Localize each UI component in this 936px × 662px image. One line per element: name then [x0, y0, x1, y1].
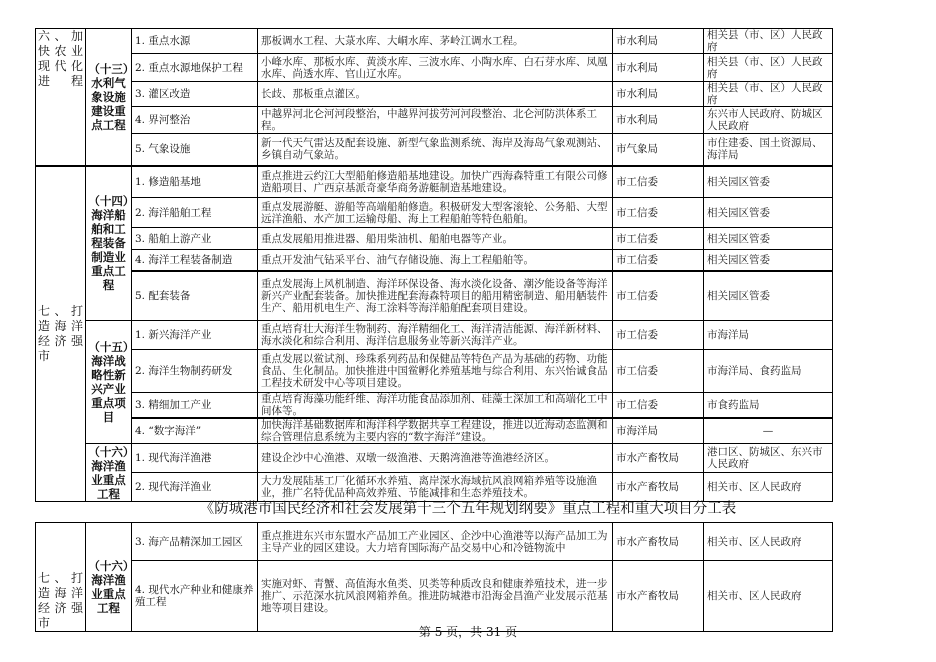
- item-content: 重点培育海藻功能纤维、海洋功能食品添加剂、硅藻土深加工和高端化工中间体等。: [258, 393, 613, 419]
- item-content: 重点开发油气钻采平台、油气存储设施、海上工程船舶等。: [258, 250, 613, 271]
- lead-department: 市水利局: [613, 54, 704, 82]
- assisting-department: —: [704, 418, 833, 444]
- table-row: [36, 166, 833, 198]
- table-row: [36, 228, 833, 250]
- lead-department: 市水利局: [613, 29, 704, 54]
- item-name: 1. 现代海洋渔港: [132, 444, 258, 473]
- assisting-department: 相关园区管委: [704, 166, 833, 198]
- lead-department: 市工信委: [613, 250, 704, 271]
- table-row: [36, 523, 833, 561]
- assisting-department: 相关县（市、区）人民政府: [704, 82, 833, 107]
- assisting-department: 市食药监局: [704, 393, 833, 419]
- item-name: 1. 重点水源: [132, 29, 258, 54]
- group-label: （十三）水利气象设施建设重点工程: [86, 29, 132, 166]
- lead-department: 市工信委: [613, 166, 704, 198]
- item-content: 重点推进东兴市东盟水产品加工产业园区、企沙中心渔港等以海产品加工为主导产业的园区建设。大力培育国际海产品交易中心和冷链物流中: [258, 523, 613, 561]
- lead-department: 市工信委: [613, 228, 704, 250]
- table-row: [36, 29, 833, 54]
- lead-department: 市水产畜牧局: [613, 561, 704, 632]
- item-content: 那板调水工程、大菉水库、大峒水库、茅岭江调水工程。: [258, 29, 613, 54]
- assisting-department: 相关市、区人民政府: [704, 523, 833, 561]
- table-row: [36, 350, 833, 393]
- assisting-department: 相关园区管委: [704, 228, 833, 250]
- assisting-department: 相关园区管委: [704, 198, 833, 228]
- item-content: 重点发展游艇、游船等高端船舶修造。积极研发大型客滚轮、公务船、大型远洋渔船、水产加工运输母船、海上工程船舶等特色船舶。: [258, 198, 613, 228]
- table-row: [36, 250, 833, 271]
- lead-department: 市工信委: [613, 350, 704, 393]
- table-row: [36, 271, 833, 321]
- lead-department: 市水利局: [613, 107, 704, 134]
- item-content: 实施对虾、青蟹、高值海水鱼类、贝类等种质改良和健康养殖技术，进一步推广、示范深水抗风浪网箱养鱼。推进防城港市沿海金昌渔产业发展示范基地等项目建设。: [258, 561, 613, 632]
- item-name: 5. 配套装备: [132, 271, 258, 321]
- table-row: [36, 418, 833, 444]
- assisting-department: 相关县（市、区）人民政府: [704, 29, 833, 54]
- group-label: （十五）海洋战略性新兴产业重点项目: [86, 321, 132, 444]
- table-row: [36, 134, 833, 166]
- item-content: 重点发展海上风机制造、海洋环保设备、海水淡化设备、潮汐能设备等海洋新兴产业配套装备。加快推进配套海森特项目的船用精密制造、船用舾装件生产、船用机电生产、海工涂料等海洋船舶配套项目建设。: [258, 271, 613, 321]
- lead-department: 市气象局: [613, 134, 704, 166]
- item-name: 4. 现代水产种业和健康养殖工程: [132, 561, 258, 632]
- assisting-department: 东兴市人民政府、防城区人民政府: [704, 107, 833, 134]
- item-name: 3. 精细加工产业: [132, 393, 258, 419]
- assisting-department: 市海洋局: [704, 321, 833, 350]
- table-row: [36, 393, 833, 419]
- page-footer: 第 5 页，共 31 页: [418, 625, 518, 639]
- assisting-department: 港口区、防城区、东兴市人民政府: [704, 444, 833, 473]
- lead-department: 市工信委: [613, 321, 704, 350]
- lead-department: 市水利局: [613, 82, 704, 107]
- item-content: 加快海洋基础数据库和海洋科学数据共享工程建设，推进以近海动态监测和综合管理信息系统为主要内容的“数字海洋”建设。: [258, 418, 613, 444]
- item-name: 2. 现代海洋渔业: [132, 473, 258, 502]
- item-name: 4. 界河整治: [132, 107, 258, 134]
- lead-department: 市工信委: [613, 198, 704, 228]
- assisting-department: 相关园区管委: [704, 271, 833, 321]
- lead-department: 市工信委: [613, 271, 704, 321]
- lead-department: 市海洋局: [613, 418, 704, 444]
- table-row: [36, 107, 833, 134]
- assisting-department: 相关县（市、区）人民政府: [704, 54, 833, 82]
- item-content: 重点推进云约江大型船舶修造船基地建设。加快广西海森特重工有限公司修造船项目、广西京基派奇豪华商务游艇制造基地建设。: [258, 166, 613, 198]
- item-name: 5. 气象设施: [132, 134, 258, 166]
- item-content: 大力发展陆基工厂化循环水养殖、离岸深水海域抗风浪网箱养殖等设施渔业，推广名特优品种高效养殖、节能减排和生态养殖技术。: [258, 473, 613, 502]
- lead-department: 市水产畜牧局: [613, 444, 704, 473]
- item-name: 3. 灌区改造: [132, 82, 258, 107]
- group-label: （十六）海洋渔业重点工程: [86, 444, 132, 502]
- document-title: 《防城港市国民经济和社会发展第十三个五年规划纲要》重点工程和重大项目分工表: [199, 501, 737, 517]
- assisting-department: 相关市、区人民政府: [704, 473, 833, 502]
- table-row: [36, 82, 833, 107]
- lead-department: 市水产畜牧局: [613, 473, 704, 502]
- table-row: [36, 198, 833, 228]
- item-name: 2. 重点水源地保护工程: [132, 54, 258, 82]
- item-name: 4. 海洋工程装备制造: [132, 250, 258, 271]
- assisting-department: 市海洋局、食药监局: [704, 350, 833, 393]
- assisting-department: 市住建委、国土资源局、海洋局: [704, 134, 833, 166]
- item-name: 3. 船舶上游产业: [132, 228, 258, 250]
- table-row: [36, 444, 833, 473]
- item-content: 长歧、那板重点灌区。: [258, 82, 613, 107]
- section-label: 六、加快农业现代化进程: [36, 29, 86, 166]
- item-name: 2. 海洋生物制药研发: [132, 350, 258, 393]
- project-table: [35, 28, 833, 502]
- section-label: 七、打造海洋经济强市: [36, 166, 86, 502]
- table-row: [36, 561, 833, 632]
- item-content: 小峰水库、那板水库、黄淡水库、三波水库、小陶水库、白石芽水库、凤凰水库、尚透水库、官山辽水库。: [258, 54, 613, 82]
- section-label: 七、打造海洋经济强市: [36, 523, 86, 632]
- group-label: （十四）海洋船舶和工程装备制造业重点工程: [86, 166, 132, 321]
- item-name: 4. “数字海洋”: [132, 418, 258, 444]
- item-content: 重点发展以鲎试剂、珍珠系列药品和保健品等特色产品为基础的药物、功能食品、生化制品。加快推进中国鲎孵化养殖基地与综合利用、东兴怡诚食品工程技术研发中心等项目建设。: [258, 350, 613, 393]
- item-content: 重点发展船用推进器、船用柴油机、船舶电器等产业。: [258, 228, 613, 250]
- item-name: 2. 海洋船舶工程: [132, 198, 258, 228]
- item-content: 新一代天气雷达及配套设施、新型气象监测系统、海岸及海岛气象观测站、乡镇自动气象站。: [258, 134, 613, 166]
- assisting-department: 相关园区管委: [704, 250, 833, 271]
- item-content: 建设企沙中心渔港、双墩一级渔港、天鹅湾渔港等渔港经济区。: [258, 444, 613, 473]
- lead-department: 市工信委: [613, 393, 704, 419]
- item-name: 1. 新兴海洋产业: [132, 321, 258, 350]
- item-content: 中越界河北仑河河段整治，中越界河拔劳河河段整治、北仑河防洪体系工程。: [258, 107, 613, 134]
- project-table-continued: [35, 522, 833, 632]
- assisting-department: 相关市、区人民政府: [704, 561, 833, 632]
- table-row: [36, 54, 833, 82]
- item-content: 重点培育壮大海洋生物制药、海洋精细化工、海洋清洁能源、海洋新材料、海水淡化和综合利用、海洋信息服务业等新兴海洋产业。: [258, 321, 613, 350]
- item-name: 1. 修造船基地: [132, 166, 258, 198]
- table-row: [36, 321, 833, 350]
- group-label: （十六）海洋渔业重点工程: [86, 523, 132, 632]
- lead-department: 市水产畜牧局: [613, 523, 704, 561]
- item-name: 3. 海产品精深加工园区: [132, 523, 258, 561]
